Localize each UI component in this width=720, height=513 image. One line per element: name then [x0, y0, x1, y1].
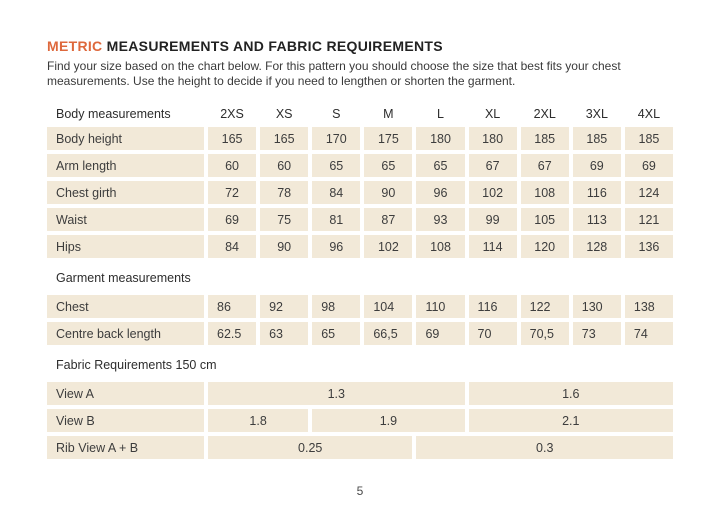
table-cell: 175 — [364, 127, 412, 150]
table-cell: 65 — [312, 322, 360, 345]
body-measurements-header: Body measurements — [56, 107, 171, 121]
table-cell: 67 — [521, 154, 569, 177]
table-cell: 136 — [625, 235, 673, 258]
table-cell: 63 — [260, 322, 308, 345]
page-title-accent: METRIC — [47, 38, 103, 54]
table-cell: 110 — [416, 295, 464, 318]
size-header-m: M — [383, 107, 394, 121]
table-cell: 108 — [416, 235, 464, 258]
row-label: Chest girth — [47, 181, 204, 204]
table-cell: 65 — [312, 154, 360, 177]
row-label: Chest — [47, 295, 204, 318]
table-cell: 69 — [208, 208, 256, 231]
table-cell: 60 — [260, 154, 308, 177]
table-cell: 90 — [260, 235, 308, 258]
table-cell: 78 — [260, 181, 308, 204]
table-cell: 81 — [312, 208, 360, 231]
table-cell: 92 — [260, 295, 308, 318]
table-cell: 74 — [625, 322, 673, 345]
row-label: Waist — [47, 208, 204, 231]
intro-text: Find your size based on the chart below. For this pattern you should choose the size that best fits your chest measurements. Use the height to decide if you need to lengthen or shorten the garment. — [47, 59, 621, 88]
table-cell-merged: 1.8 — [208, 409, 308, 432]
table-cell: 87 — [364, 208, 412, 231]
row-label: Rib View A + B — [47, 436, 204, 459]
table-cell: 116 — [469, 295, 517, 318]
table-cell: 104 — [364, 295, 412, 318]
table-cell: 72 — [208, 181, 256, 204]
body-measurements-table — [47, 104, 673, 258]
row-label: View A — [47, 382, 204, 405]
size-header-4xl: 4XL — [637, 107, 661, 121]
table-cell: 69 — [573, 154, 621, 177]
table-cell: 75 — [260, 208, 308, 231]
table-cell: 128 — [573, 235, 621, 258]
size-header-l: L — [437, 107, 444, 121]
table-cell: 120 — [521, 235, 569, 258]
page-title-rest: MEASUREMENTS AND FABRIC REQUIREMENTS — [106, 38, 443, 54]
table-cell-merged: 0.25 — [208, 436, 412, 459]
table-cell: 96 — [416, 181, 464, 204]
table-cell: 62.5 — [208, 322, 256, 345]
table-cell: 90 — [364, 181, 412, 204]
table-cell: 108 — [521, 181, 569, 204]
table-cell: 113 — [573, 208, 621, 231]
table-cell: 102 — [364, 235, 412, 258]
table-cell: 185 — [625, 127, 673, 150]
table-cell: 86 — [208, 295, 256, 318]
table-cell: 69 — [625, 154, 673, 177]
table-cell: 114 — [469, 235, 517, 258]
table-cell: 165 — [260, 127, 308, 150]
fabric-requirements-table — [47, 382, 673, 459]
table-cell: 124 — [625, 181, 673, 204]
row-label: View B — [47, 409, 204, 432]
table-cell: 98 — [312, 295, 360, 318]
table-cell: 180 — [416, 127, 464, 150]
row-label: Centre back length — [47, 322, 204, 345]
table-cell: 65 — [416, 154, 464, 177]
table-cell: 96 — [312, 235, 360, 258]
table-cell: 170 — [312, 127, 360, 150]
table-cell: 84 — [208, 235, 256, 258]
table-cell: 165 — [208, 127, 256, 150]
table-cell: 116 — [573, 181, 621, 204]
table-cell-merged: 1.3 — [208, 382, 465, 405]
row-label: Hips — [47, 235, 204, 258]
table-cell-merged: 1.6 — [469, 382, 673, 405]
fabric-section-label: Fabric Requirements 150 cm — [56, 358, 217, 372]
row-label: Body height — [47, 127, 204, 150]
table-cell: 69 — [416, 322, 464, 345]
table-cell: 121 — [625, 208, 673, 231]
table-cell: 105 — [521, 208, 569, 231]
table-cell: 102 — [469, 181, 517, 204]
size-header-3xl: 3XL — [585, 107, 608, 121]
garment-measurements-table — [47, 295, 673, 345]
table-cell: 138 — [625, 295, 673, 318]
page-title — [47, 38, 673, 55]
table-cell: 60 — [208, 154, 256, 177]
size-header-2xl: 2XL — [533, 107, 556, 121]
table-cell-merged: 2.1 — [469, 409, 673, 432]
garment-section-label: Garment measurements — [56, 271, 191, 285]
table-cell-merged: 0.3 — [416, 436, 673, 459]
table-cell: 93 — [416, 208, 464, 231]
table-cell: 70 — [469, 322, 517, 345]
table-cell: 70,5 — [521, 322, 569, 345]
size-header-xs: XS — [275, 107, 293, 121]
table-cell: 67 — [469, 154, 517, 177]
table-cell: 130 — [573, 295, 621, 318]
size-header-s: S — [332, 107, 341, 121]
table-cell: 180 — [469, 127, 517, 150]
table-cell: 66,5 — [364, 322, 412, 345]
page-number: 5 — [356, 484, 364, 498]
table-cell-merged: 1.9 — [312, 409, 464, 432]
table-cell: 185 — [521, 127, 569, 150]
table-cell: 122 — [521, 295, 569, 318]
table-cell: 73 — [573, 322, 621, 345]
row-label: Arm length — [47, 154, 204, 177]
table-cell: 185 — [573, 127, 621, 150]
table-cell: 99 — [469, 208, 517, 231]
table-cell: 65 — [364, 154, 412, 177]
size-header-2xs: 2XS — [220, 107, 244, 121]
size-header-xl: XL — [484, 107, 501, 121]
table-cell: 84 — [312, 181, 360, 204]
